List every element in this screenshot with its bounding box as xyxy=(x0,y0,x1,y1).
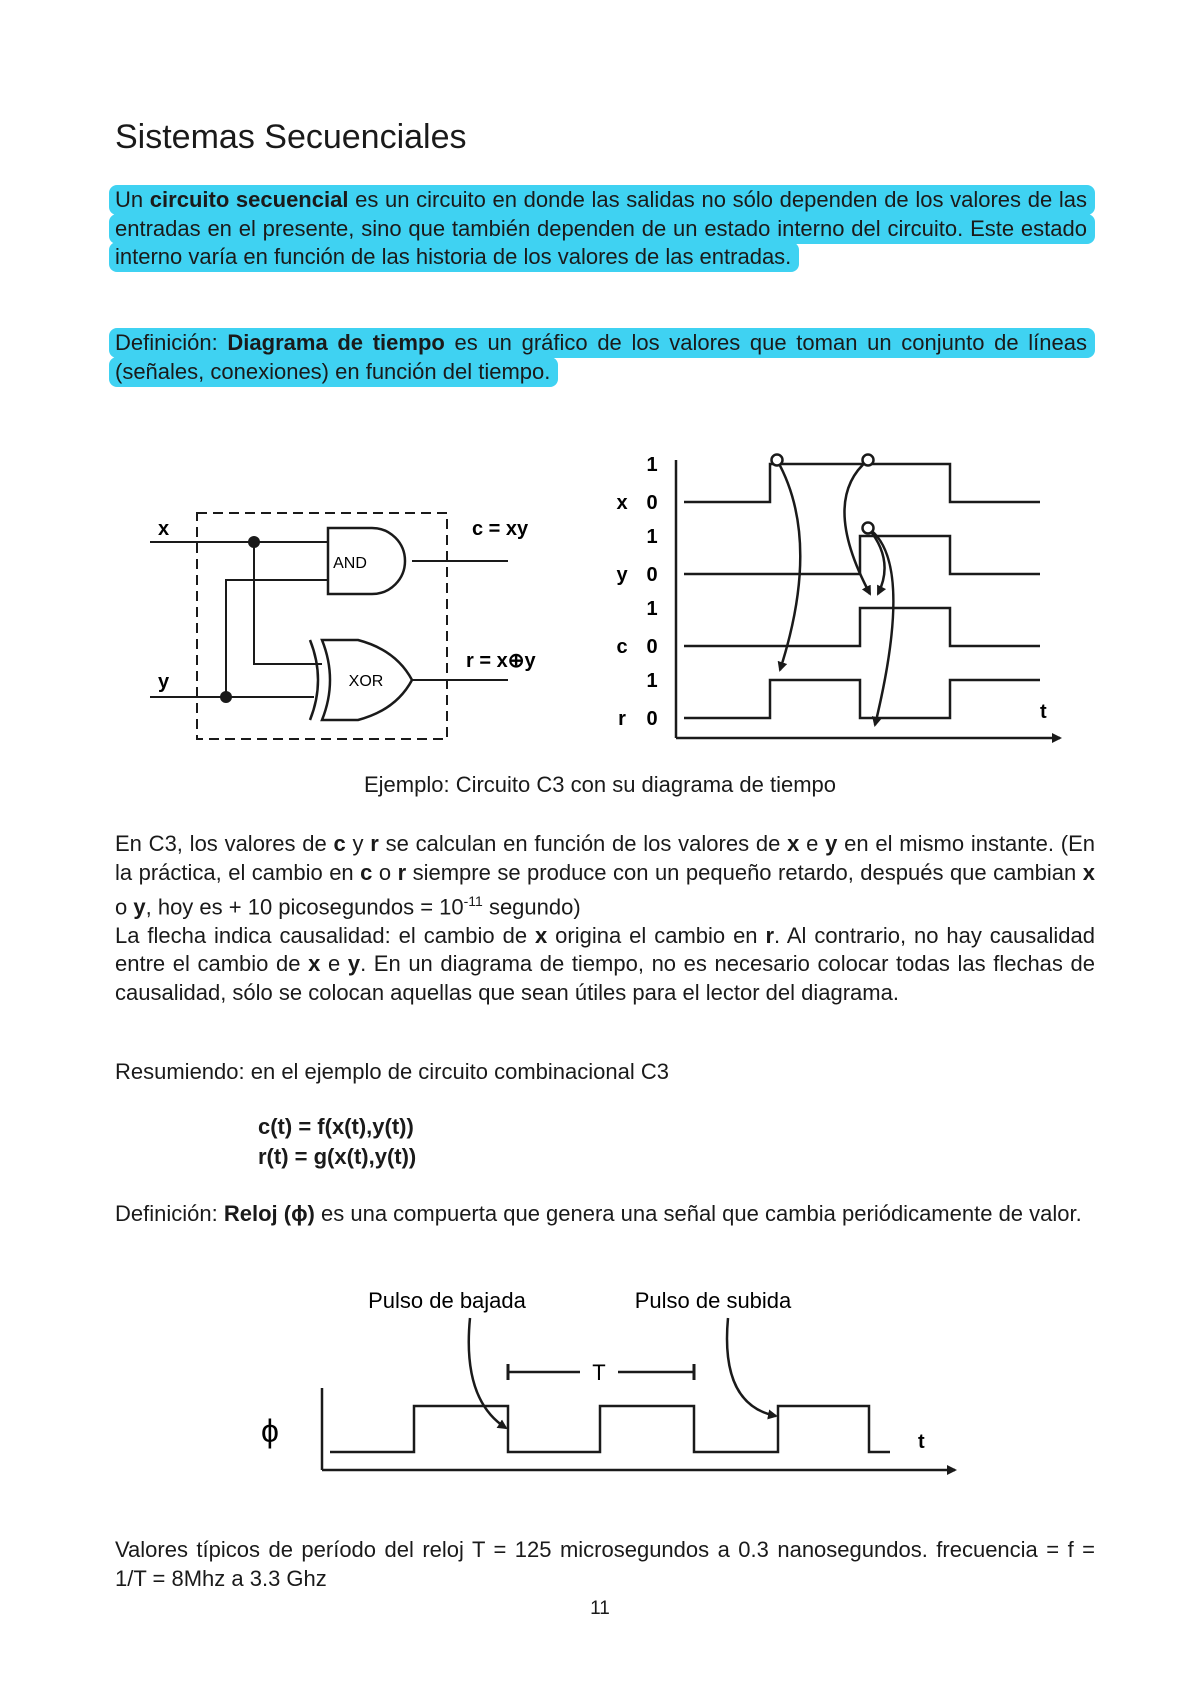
text: y xyxy=(345,831,371,856)
timing-diagram xyxy=(600,450,1070,750)
text: o xyxy=(115,894,134,920)
text: segundo) xyxy=(482,894,581,920)
input-y-label: y xyxy=(158,671,170,693)
var-c: c xyxy=(333,831,346,856)
text: siempre se produce con un pequeño retardo, después que cambian xyxy=(406,859,1083,885)
var-x: x xyxy=(787,831,800,856)
clock-diagram xyxy=(250,1280,970,1480)
text: Definición: xyxy=(115,330,228,355)
text: es un circuito en donde las salidas no sólo dependen de los valores de las entradas en el presente, sino que también dependen de un estado interno del circuito. Este estado interno varía en función de las historia de los valores de las entradas. xyxy=(115,187,1087,269)
period-marker xyxy=(508,1360,694,1385)
var-r: r xyxy=(397,859,407,885)
text: e xyxy=(799,831,826,856)
signal-y-label: y xyxy=(616,564,628,586)
paragraph-summary: Resumiendo: en el ejemplo de circuito combinacional C3 xyxy=(115,1059,669,1084)
var-r: r xyxy=(370,831,379,856)
level-one-label: 1 xyxy=(646,670,658,692)
falling-edge-label: Pulso de bajada xyxy=(368,1288,526,1313)
rising-edge-label: Pulso de subida xyxy=(634,1288,792,1313)
var-y: y xyxy=(825,831,838,856)
text: . En un diagrama de tiempo, no es necesario colocar todas las flechas de causalidad, sólo se colocan aquellas que sean útiles para el lector del diagrama. xyxy=(115,951,1095,1005)
clock-phi-label: ϕ xyxy=(261,1413,279,1449)
var-x: x xyxy=(308,951,321,977)
text: se calculan en función de los valores de xyxy=(378,831,788,856)
var-x: x xyxy=(535,922,548,948)
text: en el mismo instante. (En la práctica, el cambio en xyxy=(115,831,1095,885)
page-number: 11 xyxy=(590,1598,610,1619)
highlight xyxy=(109,328,1095,387)
input-x-label: x xyxy=(158,518,170,540)
and-gate-label: AND xyxy=(333,555,367,572)
text: origina el cambio en xyxy=(547,922,766,948)
paragraph-clock-definition xyxy=(115,1200,1095,1229)
causality-arrows xyxy=(777,460,893,725)
waveform-x xyxy=(684,464,1040,502)
dashed-box xyxy=(197,513,447,739)
period-label: T xyxy=(592,1360,606,1385)
level-zero-label: 0 xyxy=(646,492,658,514)
term-bold: circuito secuencial xyxy=(149,187,349,212)
level-zero-label: 0 xyxy=(646,564,658,586)
junction-dot xyxy=(220,691,232,703)
transition-marker xyxy=(863,523,874,534)
xor-input-curve xyxy=(310,640,318,720)
output-c-equation: c = xy xyxy=(472,518,529,540)
paragraph-c3-explanation xyxy=(115,830,1095,1007)
var-y: y xyxy=(133,894,146,920)
term-bold: Reloj (ϕ) xyxy=(223,1201,315,1226)
signal-x-label: x xyxy=(616,492,628,514)
page-title: Sistemas Secuenciales xyxy=(115,118,467,156)
level-labels xyxy=(616,454,657,730)
text: es una compuerta que genera una señal que cambia periódicamente de valor. xyxy=(314,1201,1082,1226)
time-label: t xyxy=(1040,701,1047,723)
xor-gate-label: XOR xyxy=(348,673,384,690)
var-x: x xyxy=(1082,859,1095,885)
level-one-label: 1 xyxy=(646,598,658,620)
text: o xyxy=(372,859,398,885)
junction-dot xyxy=(248,536,260,548)
var-c: c xyxy=(360,859,373,885)
level-zero-label: 0 xyxy=(646,708,658,730)
highlight xyxy=(109,185,1095,272)
waveform-c xyxy=(684,608,1040,646)
text: Un xyxy=(115,187,150,212)
transition-marker xyxy=(772,455,783,466)
text: es un gráfico de los valores que toman un conjunto de líneas (señales, conexiones) en función del tiempo. xyxy=(115,330,1087,384)
falling-edge-arrow xyxy=(469,1318,506,1428)
text: . Al contrario, no hay causalidad entre el cambio de xyxy=(115,922,1095,977)
text: Definición: xyxy=(115,1201,224,1226)
text: En C3, los valores de xyxy=(115,831,334,856)
var-r: r xyxy=(765,922,775,948)
paragraph-sequential-circuit xyxy=(115,186,1095,272)
signal-c-label: c xyxy=(616,636,628,658)
clock-time-label: t xyxy=(918,1431,925,1453)
text: e xyxy=(320,951,348,977)
waveform-y xyxy=(684,536,1040,574)
figure-caption: Ejemplo: Circuito C3 con su diagrama de tiempo xyxy=(363,772,836,797)
term-bold: Diagrama de tiempo xyxy=(227,330,445,355)
var-y: y xyxy=(347,951,361,977)
level-one-label: 1 xyxy=(646,526,658,548)
waveform-r xyxy=(684,680,1040,718)
transition-marker xyxy=(863,455,874,466)
text: , hoy es + 10 picosegundos = 10 xyxy=(145,894,464,920)
output-r-equation: r = x⊕y xyxy=(466,650,536,672)
level-one-label: 1 xyxy=(646,454,658,476)
rising-edge-arrow xyxy=(727,1318,776,1416)
text: La flecha indica causalidad: el cambio de xyxy=(115,922,535,948)
paragraph-typical-values: Valores típicos de período del reloj T = 125 microsegundos a 0.3 nanosegundos. frecuencia = f = 1/T = 8Mhz a 3.3 Ghz xyxy=(115,1537,1095,1591)
paragraph-timing-diagram-definition xyxy=(115,329,1095,386)
formula-c: c(t) = f(x(t),y(t)) xyxy=(258,1114,414,1139)
formula-r: r(t) = g(x(t),y(t)) xyxy=(258,1144,417,1169)
waveforms xyxy=(684,464,1040,718)
circuit-diagram xyxy=(140,500,560,750)
exponent: -11 xyxy=(463,893,483,909)
signal-r-label: r xyxy=(618,708,626,730)
clock-waveform xyxy=(330,1406,890,1452)
level-zero-label: 0 xyxy=(646,636,658,658)
